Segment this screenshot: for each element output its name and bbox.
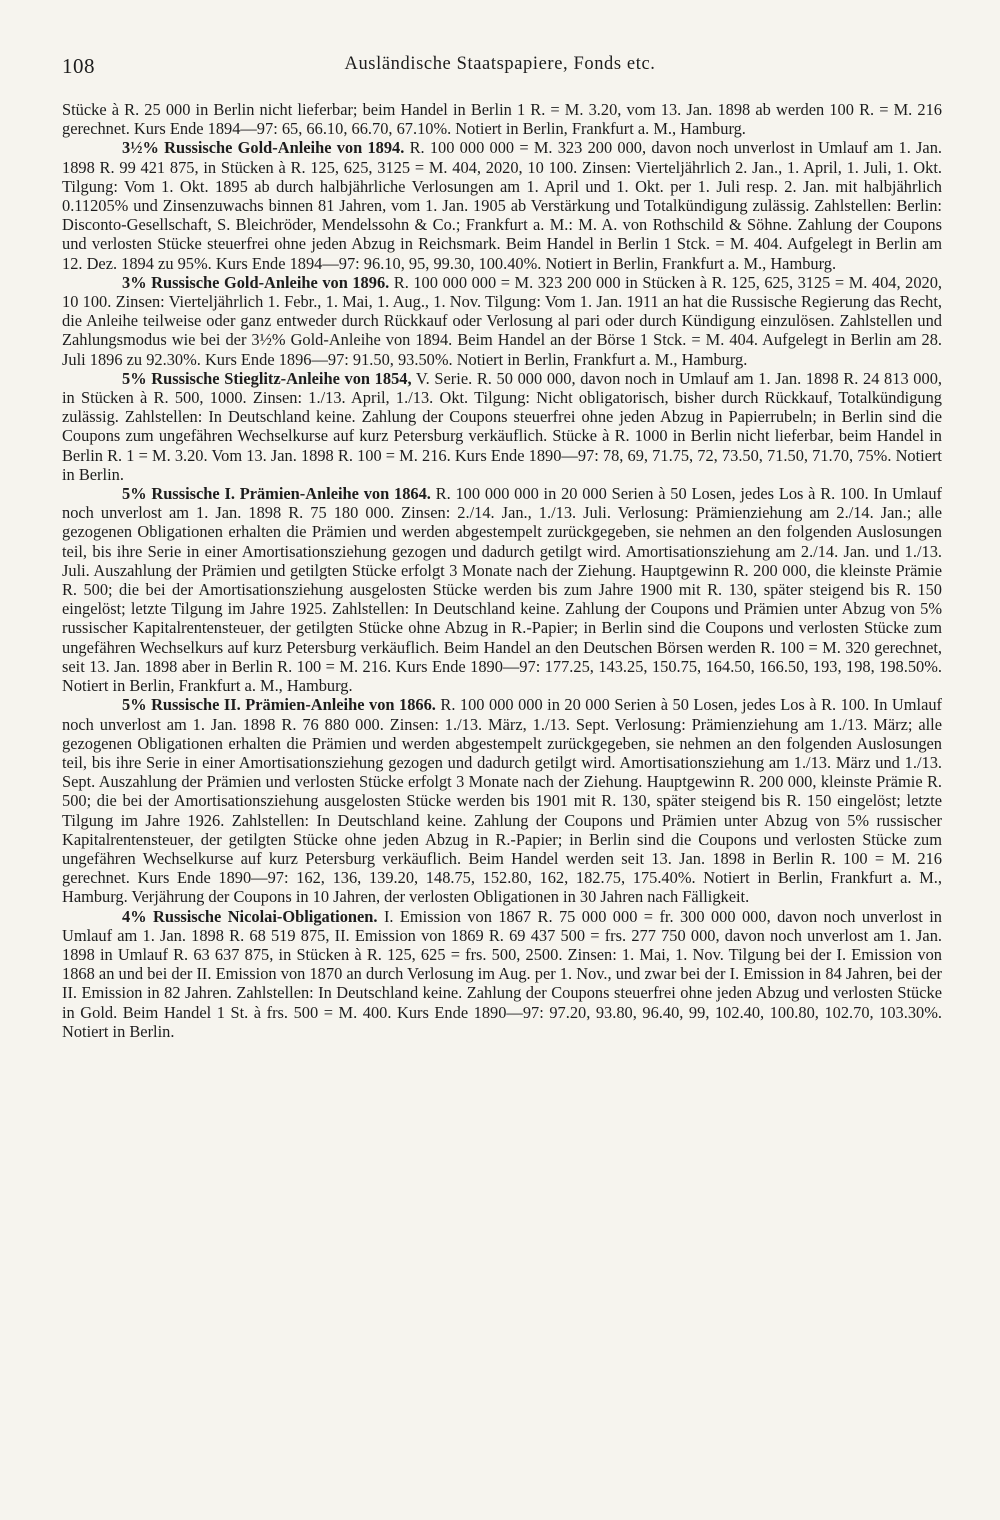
paragraph-text: R. 100 000 000 in 20 000 Serien à 50 Losen, jedes Los à R. 100. In Umlauf noch unverlost am 1. Jan. 1898 R. 75 180 000. Zinsen: 2./14. Jan., 1./13. Juli. Verlosung: Prämienziehung am 2./14. Jan.; alle gezogenen Obligationen erhalten die Prämien und werden abgestempelt zurückgegeben, sie nehmen an den folgenden Auslosungen teil, bis ihre Serie in einer Amortisationsziehung gezogen und dadurch getilgt wird. Amortisationsziehung am 2./14. Jan. und 1./13. Juli. Auszahlung der Prämien und getilgten Stücke erfolgt 3 Monate nach der Ziehung. Hauptgewinn R. 200 000, die kleinste Prämie R. 500; die bei der Amortisationsziehung ausgelosten Stücke werden bis zum Jahre 1900 mit R. 130, später steigend bis R. 150 eingelöst; letzte Tilgung im Jahre 1925. Zahlstellen: In Deutschland keine. Zahlung der Coupons und Prämien unter Abzug von 5% russischer Kapitalrentensteuer, der getilgten Stücke ohne Abzug in R.-Papier; in Berlin sind die Coupons und verlosten Stücke zum ungefähren Wechselkurs auf kurz Petersburg verkäuflich. Beim Handel an den Deutschen Börsen werden R. 100 = M. 320 gerechnet, seit 13. Jan. 1898 aber in Berlin R. 100 = M. 216. Kurs Ende 1890—97: 177.25, 143.25, 150.75, 164.50, 166.50, 193, 198, 198.50%. Notiert in Berlin, Frankfurt a. M., Hamburg. bbox=[62, 484, 942, 696]
paragraph-stieglitz-loan-1854 bbox=[62, 369, 942, 484]
entry-heading: 3½% Russische Gold-Anleihe von 1894. bbox=[122, 138, 405, 158]
paragraph-intro bbox=[62, 100, 942, 138]
paragraph-text: V. Serie. R. 50 000 000, davon noch in Umlauf am 1. Jan. 1898 R. 24 813 000, in Stücken à R. 500, 1000. Zinsen: 1./13. April, 1./13. Okt. Tilgung: Nicht obligatorisch, bisher durch Rückkauf, Totalkündigung zulässig. Zahlstellen: In Deutschland keine. Zahlung der Coupons steuerfrei ohne jeden Abzug in Papierrubeln; in Berlin sind die Coupons zum ungefähren Wechselkurse auf kurz Petersburg verkäuflich. Stücke à R. 1000 in Berlin nicht lieferbar, beim Handel in Berlin R. 1 = M. 3.20. Vom 13. Jan. 1898 R. 100 = M. 216. Kurs Ende 1890—97: 78, 69, 71.75, 72, 73.50, 71.50, 71.70, 75%. Notiert in Berlin. bbox=[62, 368, 942, 484]
entry-heading: 5% Russische Stieglitz-Anleihe von 1854, bbox=[122, 368, 412, 388]
paragraph-nicolai-obligations bbox=[62, 907, 942, 1041]
paragraph-text: R. 100 000 000 = M. 323 200 000 in Stücken à R. 125, 625, 3125 = M. 404, 2020, 10 100. Zinsen: Vierteljährlich 1. Febr., 1. Mai, 1. Aug., 1. Nov. Tilgung: Vom 1. Jan. 1911 an hat die Russische Regierung das Recht, die Anleihe teilweise oder ganz entweder durch Rückkauf oder Verlosung al pari oder durch Kündigung einzulösen. Zahlstellen und Zahlungsmodus wie bei der 3½% Gold-Anleihe von 1894. Beim Handel an der Börse 1 Stck. = M. 404. Aufgelegt in Berlin am 28. Juli 1896 zu 92.30%. Kurs Ende 1896—97: 91.50, 93.50%. Notiert in Berlin, Frankfurt a. M., Hamburg. bbox=[62, 272, 943, 369]
paragraph-text: R. 100 000 000 = M. 323 200 000, davon noch unverlost in Umlauf am 1. Jan. 1898 R. 99 421 875, in Stücken à R. 125, 625, 3125 = M. 404, 2020, 10 100. Zinsen: Vierteljährlich 2. Jan., 1. April, 1. Juli, 1. Okt. Tilgung: Vom 1. Okt. 1895 ab durch halbjährliche Verlosungen am 1. April und 1. Okt. per 1. Juli resp. 2. Jan. mit halbjährlich 0.11205% und Zinsenzuwachs binnen 81 Jahren, vom 1. Jan. 1905 ab Verstärkung und Totalkündigung zulässig. Zahlstellen: Berlin: Disconto-Gesellschaft, S. Bleichröder, Mendelssohn & Co.; Frankfurt a. M.: M. A. von Rothschild & Söhne. Zahlung der Coupons und verlosten Stücke steuerfrei ohne jeden Abzug in Reichsmark. Beim Handel in Berlin 1 Stck. = M. 404. Aufgelegt in Berlin am 12. Dez. 1894 zu 95%. Kurs Ende 1894—97: 96.10, 95, 99.30, 100.40%. Notiert in Berlin, Frankfurt a. M., Hamburg. bbox=[62, 138, 943, 273]
paragraph-gold-loan-1894 bbox=[62, 138, 942, 272]
paragraph-gold-loan-1896 bbox=[62, 273, 942, 369]
paragraph-text: I. Emission von 1867 R. 75 000 000 = fr. 300 000 000, davon noch unverlost in Umlauf am 1. Jan. 1898 R. 68 519 875, II. Emission von 1869 R. 69 437 500 = frs. 277 750 000, davon noch unverlost am 1. Jan. 1898 in Umlauf R. 63 637 875, in Stücken à R. 125, 625 = frs. 500, 2500. Zinsen: 1. Mai, 1. Nov. Tilgung bei der I. Emission von 1868 an und bei der II. Emission von 1870 an durch Verlosung im Aug. per 1. Nov., und zwar bei der I. Emission in 84 Jahren, bei der II. Emission in 82 Jahren. Zahlstellen: In Deutschland keine. Zahlung der Coupons steuerfrei ohne jeden Abzug und verlosten Stücke in Gold. Beim Handel 1 St. à frs. 500 = M. 400. Kurs Ende 1890—97: 97.20, 93.80, 96.40, 99, 102.40, 100.80, 102.70, 103.30%. Notiert in Berlin. bbox=[62, 906, 942, 1041]
entry-heading: 3% Russische Gold-Anleihe von 1896. bbox=[122, 272, 390, 292]
paragraph-premium-loan-1866 bbox=[62, 695, 942, 906]
body-text bbox=[62, 100, 942, 1041]
paragraph-premium-loan-1864 bbox=[62, 484, 942, 695]
page-header bbox=[62, 54, 938, 88]
running-title: Ausländische Staatspapiere, Fonds etc. bbox=[344, 54, 656, 74]
page-number: 108 bbox=[62, 54, 95, 78]
entry-heading: 5% Russische II. Prämien-Anleihe von 1866. bbox=[122, 695, 436, 715]
entry-heading: 4% Russische Nicolai-Obligationen. bbox=[122, 906, 378, 926]
paragraph-text: Stücke à R. 25 000 in Berlin nicht lieferbar; beim Handel in Berlin 1 R. = M. 3.20, vom 13. Jan. 1898 ab werden 100 R. = M. 216 gerechnet. Kurs Ende 1894—97: 65, 66.10, 66.70, 67.10%. Notiert in Berlin, Frankfurt a. M., Hamburg. bbox=[62, 100, 942, 139]
entry-heading: 5% Russische I. Prämien-Anleihe von 1864. bbox=[122, 484, 431, 504]
paragraph-text: R. 100 000 000 in 20 000 Serien à 50 Losen, jedes Los à R. 100. In Umlauf noch unverlost am 1. Jan. 1898 R. 76 880 000. Zinsen: 1./13. März, 1./13. Sept. Verlosung: Prämienziehung am 1./13. März; alle gezogenen Obligationen erhalten die Prämien und werden abgestempelt zurückgegeben, sie nehmen an den folgenden Auslosungen teil, bis ihre Serie in einer Amortisationsziehung gezogen und dadurch getilgt wird. Amortisationsziehung am 1./13. März und 1./13. Sept. Auszahlung der Prämien und verlosten Stücke erfolgt 3 Monate nach der Ziehung. Hauptgewinn R. 200 000, kleinste Prämie R. 500; die bei der Amortisationsziehung ausgelosten Stücke werden bis 1901 mit R. 130, später steigend bis R. 150 eingelöst; letzte Tilgung im Jahre 1926. Zahlstellen: In Deutschland keine. Zahlung der Coupons und Prämien unter Abzug von 5% russischer Kapitalrentensteuer, der getilgten Stücke ohne jeden Abzug in R.-Papier; in Berlin sind die Coupons und verlosten Stücke zum ungefähren Wechselkurse auf kurz Petersburg verkäuflich. Beim Handel werden seit 13. Jan. 1898 in Berlin R. 100 = M. 216 gerechnet. Kurs Ende 1890—97: 162, 136, 139.20, 148.75, 152.80, 162, 182.75, 175.40%. Notiert in Berlin, Frankfurt a. M., Hamburg. Verjährung der Coupons in 10 Jahren, der verlosten Obligationen in 30 Jahren nach Fälligkeit. bbox=[62, 695, 942, 907]
